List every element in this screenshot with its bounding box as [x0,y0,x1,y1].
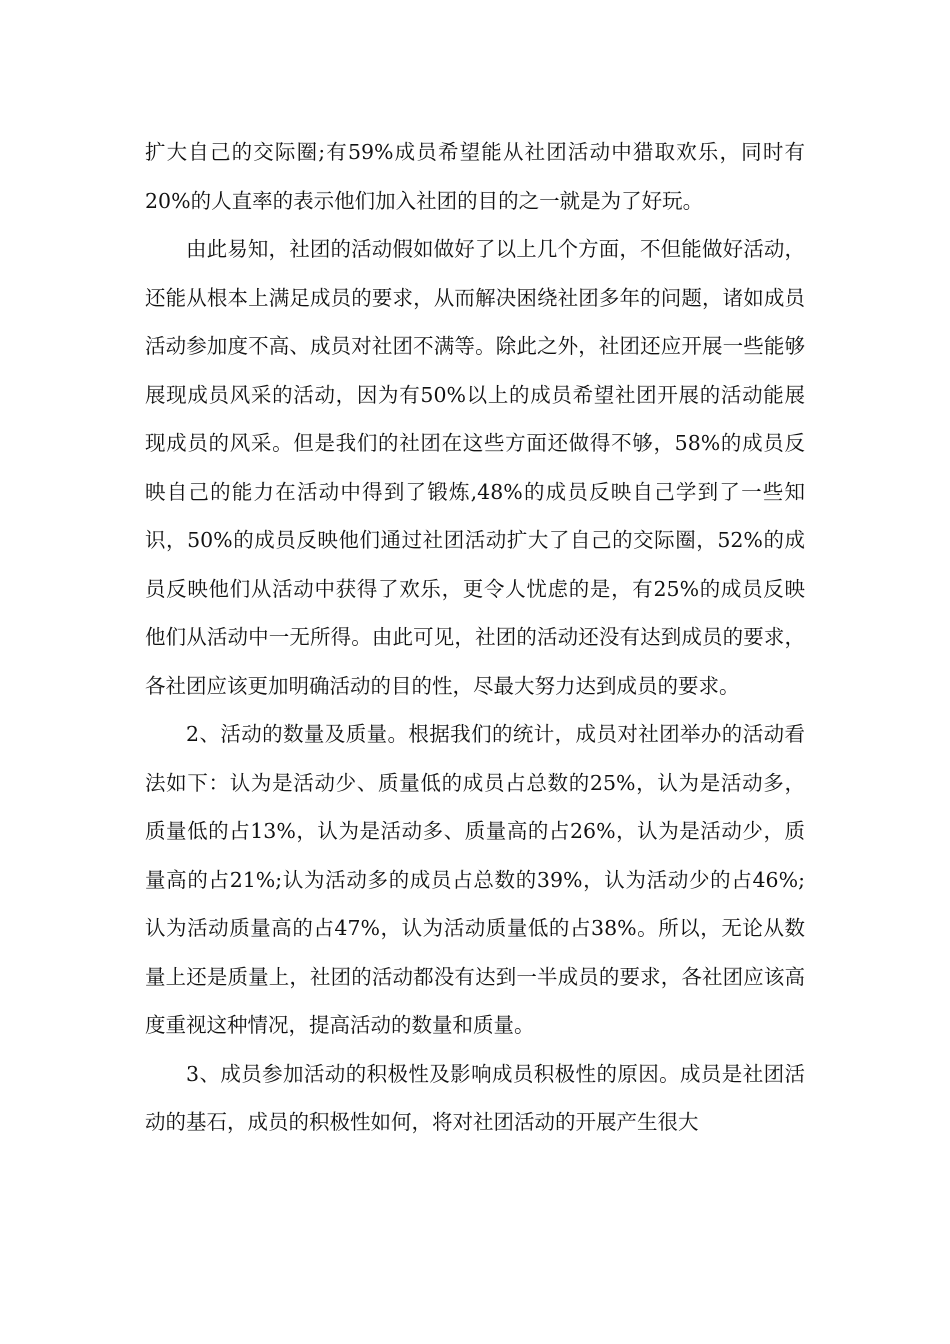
document-body [145,128,805,1147]
paragraph-1: 扩大自己的交际圈;有59%成员希望能从社团活动中猎取欢乐，同时有20%的人直率的表示他们加入社团的目的之一就是为了好玩。 [145,140,805,213]
paragraph-2: 由此易知，社团的活动假如做好了以上几个方面，不但能做好活动，还能从根本上满足成员的要求，从而解决困绕社团多年的问题，诸如成员活动参加度不高、成员对社团不满等。除此之外，社团还应开展一些能够展现成员风采的活动，因为有50%以上的成员希望社团开展的活动能展现成员的风采。但是我们的社团在这些方面还做得不够，58%的成员反映自己的能力在活动中得到了锻炼,48%的成员反映自己学到了一些知识，50%的成员反映他们通过社团活动扩大了自己的交际圈，52%的成员反映他们从活动中获得了欢乐，更令人忧虑的是，有25%的成员反映他们从活动中一无所得。由此可见，社团的活动还没有达到成员的要求，各社团应该更加明确活动的目的性，尽最大努力达到成员的要求。 [145,237,805,698]
paragraph-4: 3、成员参加活动的积极性及影响成员积极性的原因。成员是社团活动的基石，成员的积极性如何，将对社团活动的开展产生很大 [145,1061,805,1134]
paragraph-3: 2、活动的数量及质量。根据我们的统计，成员对社团举办的活动看法如下：认为是活动少、质量低的成员占总数的25%，认为是活动多，质量低的占13%，认为是活动多、质量高的占26%，认为是活动少，质量高的占21%;认为活动多的成员占总数的39%，认为活动少的占46%;认为活动质量高的占47%，认为活动质量低的占38%。所以，无论从数量上还是质量上，社团的活动都没有达到一半成员的要求，各社团应该高度重视这种情况，提高活动的数量和质量。 [145,722,805,1037]
